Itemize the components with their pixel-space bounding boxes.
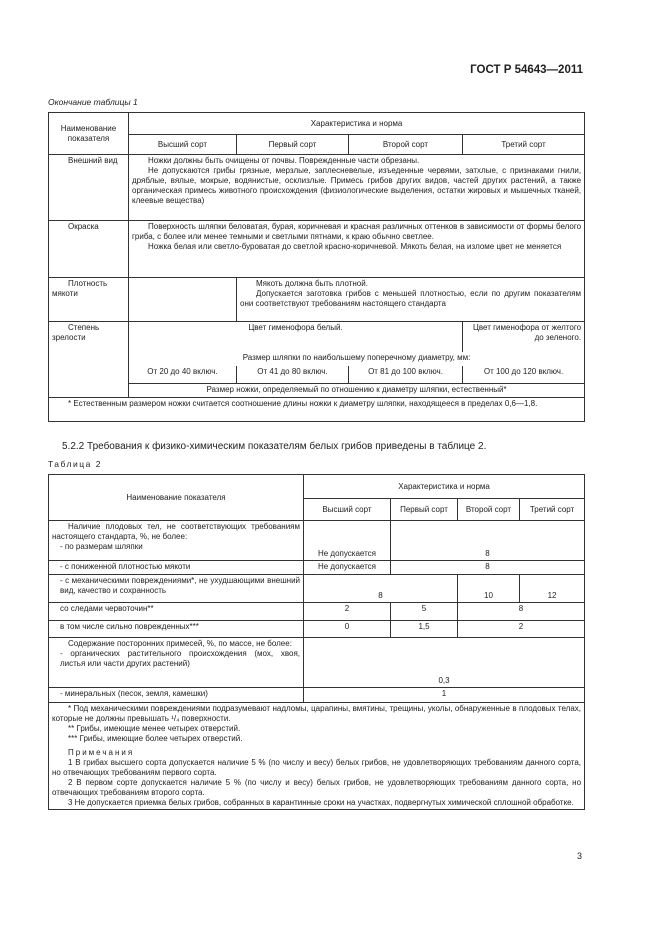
table1-continuation-caption: Окончание таблицы 1 bbox=[48, 97, 138, 107]
t2-grade-second: Второй сорт bbox=[458, 499, 520, 521]
heavily-damaged-first: 1,5 bbox=[391, 621, 458, 638]
row-name-maturity: Степень зрелости bbox=[49, 322, 129, 398]
row-name-density: Плотность мякоти bbox=[49, 278, 129, 322]
table-1 bbox=[48, 112, 585, 422]
footnote-heavily-damaged: *** Грибы, имеющие более четырех отверстий. bbox=[68, 734, 243, 743]
organic-value: 0,3 bbox=[304, 638, 585, 688]
section-5-2-2: 5.2.2 Требования к физико-химическим показателям белых грибов приведены в таблице 2. bbox=[62, 441, 487, 452]
page-number: 3 bbox=[576, 851, 582, 861]
row-value-density: Мякоть должна быть плотной. Допускается заготовка грибов с меньшей плотностью, если по другим показателям они соответствуют требованиям настоящего стандарта bbox=[237, 278, 585, 322]
note-3: 3 Не допускается приемка белых грибов, собранных в карантинные сроки на участках, подвергнутых химической сплошной обработке. bbox=[68, 798, 574, 807]
row-name-color: Окраска bbox=[49, 221, 129, 278]
table2-footnotes bbox=[49, 703, 585, 810]
row-by-cap-size-label: Наличие плодовых тел, не соответствующих требованиям настоящего стандарта, %, не более: - по размерам шляпки bbox=[49, 521, 304, 561]
t2-col-header-indicator: Наименование показателя bbox=[49, 475, 304, 521]
t2-grade-premium: Высший сорт bbox=[304, 499, 391, 521]
table1-footnote: * Естественным размером ножки считается соотношение длины ножки к диаметру шляпки, находящееся в пределах 0,6—1,8. bbox=[49, 398, 585, 422]
heavily-damaged-second-third: 2 bbox=[458, 621, 585, 638]
col-header-indicator: Наименование показателя bbox=[49, 113, 129, 155]
worm-holes-first: 5 bbox=[391, 603, 458, 621]
row-worm-holes-label: со следами червоточин** bbox=[49, 603, 304, 621]
row-value-appearance: Ножки должны быть очищены от почвы. Поврежденные части обрезаны. Не допускаются грибы грязные, мерзлые, заплесневелые, изъеденные червями, затхлые, с признаками гнили, дряблые, вялые, мокрые, водянистые, осклизлые. Примесь грибов других видов, частей других растений, а также органическая примесь животного происхождения (физиологические выделения, остатки жировых и мышечных тканей, клеевые вещества) bbox=[129, 155, 585, 221]
row-value-color: Поверхность шляпки беловатая, бурая, коричневая и красная различных оттенков в зависимости от формы белого гриба, с более или менее темными и светлыми пятнами, к краю обычно светлее. Ножка белая или светло-буроватая до светлой красно-коричневой. Мякоть белая, на изломе цвет не меняется bbox=[129, 221, 585, 278]
standard-number: ГОСТ Р 54643—2011 bbox=[470, 64, 583, 76]
grade-header-second: Второй сорт bbox=[349, 135, 463, 155]
t2-grade-first: Первый сорт bbox=[391, 499, 458, 521]
cap-size-title: Размер шляпки по наибольшему поперечному диаметру, мм: bbox=[129, 352, 585, 366]
row-organic-label: Содержание посторонних примесей, %, по массе, не более: - органических растительного происхождения (мох, хвоя, листья или части других растений) bbox=[49, 638, 304, 688]
by-cap-size-others: 8 bbox=[391, 521, 585, 561]
mineral-value: 1 bbox=[304, 688, 585, 703]
grade-header-premium: Высший сорт bbox=[129, 135, 237, 155]
grade-header-first: Первый сорт bbox=[237, 135, 349, 155]
table2-label: Таблица 2 bbox=[48, 459, 102, 469]
mechanical-premium-first: 8 bbox=[304, 575, 458, 603]
row-low-density-label: - с пониженной плотностью мякоти bbox=[49, 561, 304, 575]
heavily-damaged-premium: 0 bbox=[304, 621, 391, 638]
cap-size-first: От 41 до 80 включ. bbox=[237, 366, 349, 384]
footnote-mechanical: * Под механическими повреждениями подразумевают надломы, царапины, вмятины, трещины, уколы, обнаруженные в плодовых телах, которые не должны превышать ¹/₄ поверхности. bbox=[52, 704, 582, 723]
hymenophore-yellow: Цвет гименофора от желтого до зеленого. bbox=[463, 322, 585, 352]
row-mineral-label: - минеральных (песок, земля, камешки) bbox=[49, 688, 304, 703]
note-2: 2 В первом сорте допускается наличие 5 % (по числу и весу) белых грибов, не удовлетворяющих требованиям данного сорта, но отвечающих требованиям второго сорта. bbox=[52, 778, 582, 797]
cap-size-third: От 100 до 120 включ. bbox=[463, 366, 585, 384]
by-cap-size-premium: Не допускается bbox=[304, 521, 391, 561]
low-density-premium: Не допускается bbox=[304, 561, 391, 575]
col-header-characteristic: Характеристика и норма bbox=[129, 113, 585, 135]
density-premium-empty bbox=[129, 278, 237, 322]
note-1: 1 В грибах высшего сорта допускается наличие 5 % (по числу и весу) белых грибов, не удовлетворяющих требованиям данного сорта, но отвечающих требованиям первого сорта. bbox=[52, 758, 582, 777]
row-heavily-damaged-label: в том числе сильно поврежденных*** bbox=[49, 621, 304, 638]
t2-col-header-characteristic: Характеристика и норма bbox=[304, 475, 585, 499]
grade-header-third: Третий сорт bbox=[463, 135, 585, 155]
footnote-worm-holes: ** Грибы, имеющие менее четырех отверстий. bbox=[68, 724, 241, 733]
cap-size-second: От 81 до 100 включ. bbox=[349, 366, 463, 384]
worm-holes-second-third: 8 bbox=[458, 603, 585, 621]
notes-title: Примечания bbox=[68, 748, 135, 757]
mechanical-second: 10 bbox=[458, 575, 520, 603]
stem-size: Размер ножки, определяемый по отношению к диаметру шляпки, естественный* bbox=[129, 384, 585, 398]
low-density-others: 8 bbox=[391, 561, 585, 575]
table-2 bbox=[48, 474, 585, 810]
row-name-appearance: Внешний вид bbox=[49, 155, 129, 221]
hymenophore-white: Цвет гименофора белый. bbox=[129, 322, 463, 352]
worm-holes-premium: 2 bbox=[304, 603, 391, 621]
cap-size-premium: От 20 до 40 включ. bbox=[129, 366, 237, 384]
t2-grade-third: Третий сорт bbox=[520, 499, 585, 521]
mechanical-third: 12 bbox=[520, 575, 585, 603]
row-mechanical-label: - с механическими повреждениями*, не ухудшающими внешний вид, качество и сохранность bbox=[49, 575, 304, 603]
